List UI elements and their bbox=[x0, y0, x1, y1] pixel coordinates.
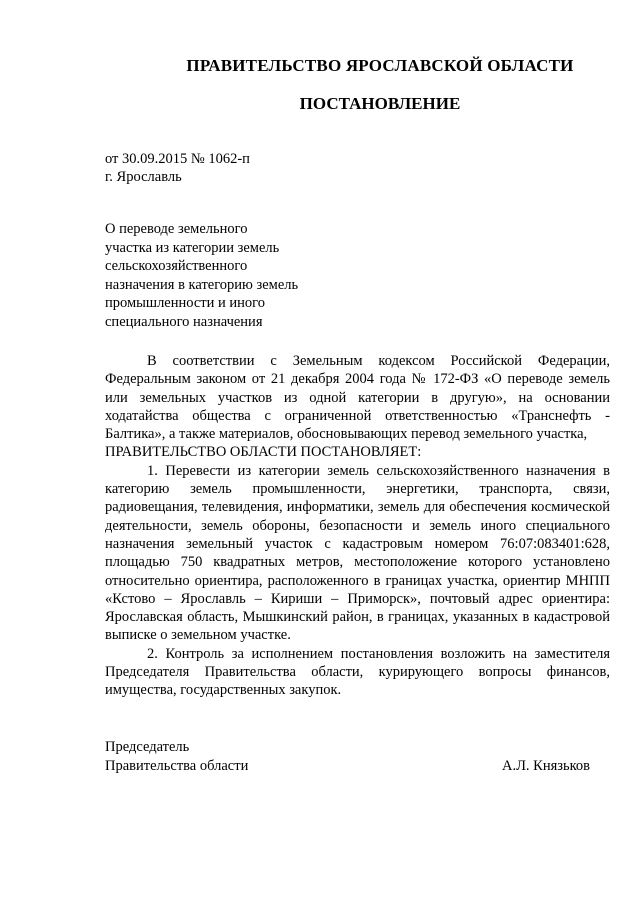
subject-line: промышленности и иного bbox=[105, 295, 266, 311]
signature-row bbox=[105, 757, 590, 776]
city: г. Ярославль bbox=[105, 169, 182, 185]
resolution-clause: ПРАВИТЕЛЬСТВО ОБЛАСТИ ПОСТАНОВЛЯЕТ: bbox=[105, 444, 422, 461]
signer-title-line1: Председатель bbox=[105, 739, 190, 755]
subject-line: специального назначения bbox=[105, 313, 263, 330]
subject-line: участка из категории земель bbox=[105, 239, 280, 256]
document-type: ПОСТАНОВЛЕНИЕ bbox=[299, 94, 461, 113]
item-2-paragraph: 2. Контроль за исполнением постановления возложить на заместителя Председателя Правительства области, курирующего вопросы финансов, имущества, государственных закупок. bbox=[105, 645, 610, 699]
item-1-paragraph: 1. Перевести из категории земель сельскохозяйственного назначения в категорию земель промышленности, энергетики, транспорта, связи, радиовещания, телевидения, информатики, земель для обеспечения космической деятельности, земель обороны, безопасности и земель иного специального назначения земельный участок с кадастровым номером 76:07:083401:628, площадью 750 квадратных метров, местоположение которого установлено относительно ориентира, расположенного в границах участка, ориентир МНПП «Кстово – Ярославль – Кириши – Приморск», почтовый адрес ориентира: Ярославская область, Мышкинский район, в границах, указанных в кадастровой выписке о земельном участке. bbox=[105, 462, 610, 644]
subject-line: О переводе земельного bbox=[105, 221, 248, 237]
preamble-paragraph: В соответствии с Земельным кодексом Российской Федерации, Федеральным законом от 21 декабря 2004 года № 172-ФЗ «О переводе земель или земельных участков из одной категории в другую», на основании ходатайства общества с ограниченной ответственностью «Транснефть - Балтика», а также материалов, обосновывающих перевод земельного участка, bbox=[105, 353, 610, 443]
signature-block bbox=[105, 738, 590, 775]
subject-line: назначения в категорию земель bbox=[105, 276, 299, 293]
signer-name: А.Л. Князьков bbox=[501, 757, 590, 774]
date-number: от 30.09.2015 № 1062-п bbox=[105, 151, 250, 167]
signer-title-line2: Правительства области bbox=[105, 757, 249, 774]
government-title: ПРАВИТЕЛЬСТВО ЯРОСЛАВСКОЙ ОБЛАСТИ bbox=[186, 56, 574, 75]
document-meta bbox=[105, 150, 250, 186]
document-body bbox=[105, 352, 610, 700]
subject-line: сельскохозяйственного bbox=[105, 258, 248, 274]
document-subject bbox=[105, 220, 325, 331]
